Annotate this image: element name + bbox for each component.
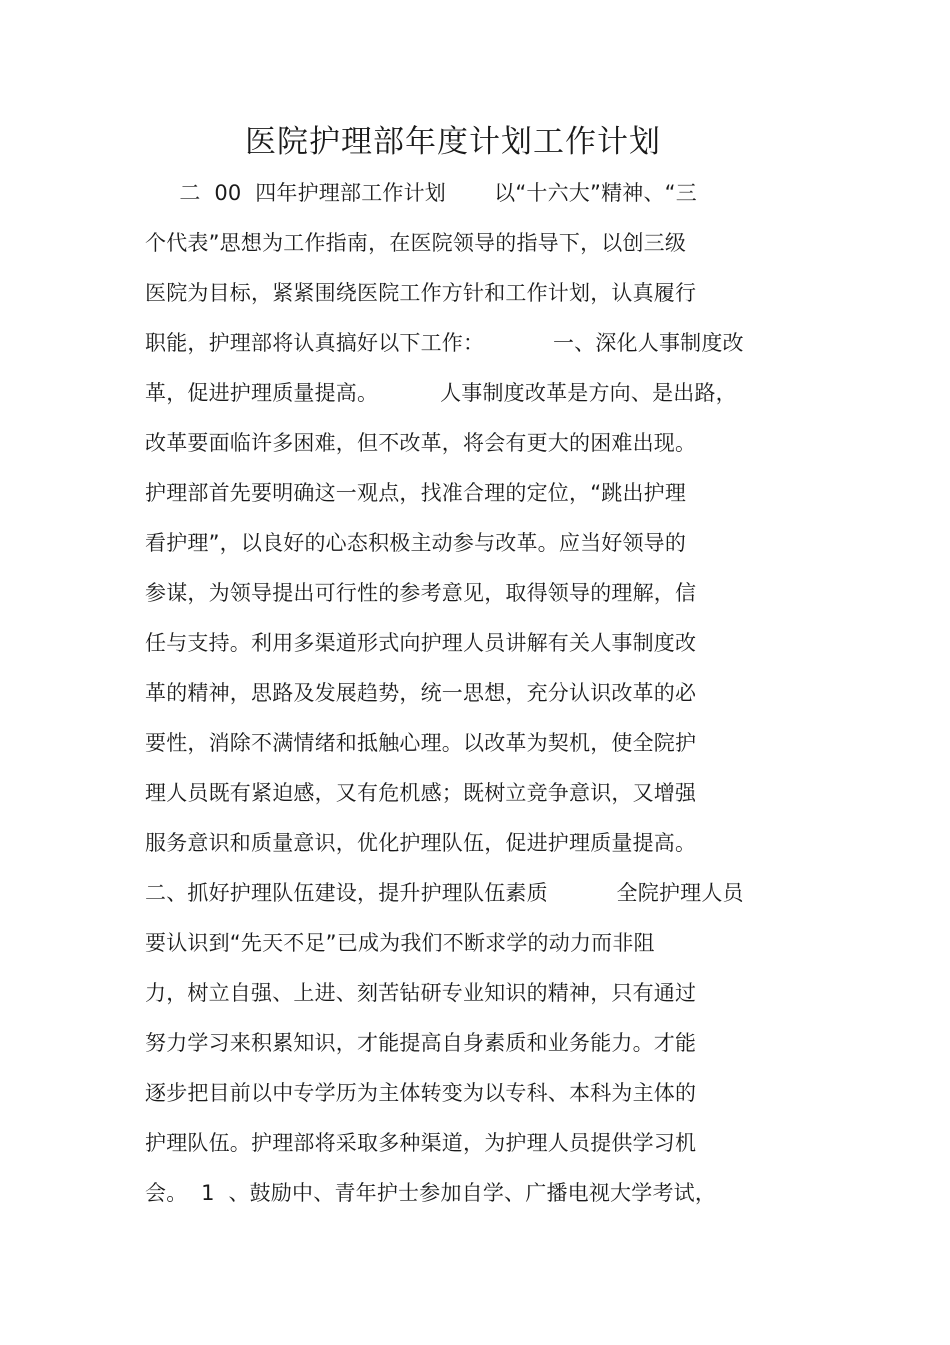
body-line: 会。 1 、鼓励中、青年护士参加自学、广播电视大学考试， — [145, 1181, 717, 1205]
document-body — [145, 168, 845, 1218]
body-line: 个代表”思想为工作指南，在医院领导的指导下，以创三级 — [145, 231, 687, 255]
body-line: 力，树立自强、上进、刻苦钻研专业知识的精神，只有通过 — [145, 981, 697, 1005]
body-line: 改革要面临许多困难，但不改革，将会有更大的困难出现。 — [145, 431, 697, 455]
body-line: 护理队伍。护理部将采取多种渠道，为护理人员提供学习机 — [145, 1131, 697, 1155]
body-line: 看护理”，以良好的心态积极主动参与改革。应当好领导的 — [145, 531, 687, 555]
body-line: 要性，消除不满情绪和抵触心理。以改革为契机，使全院护 — [145, 731, 697, 755]
body-line: 二、抓好护理队伍建设，提升护理队伍素质 全院护理人员 — [145, 881, 744, 905]
body-line: 理人员既有紧迫感，又有危机感；既树立竞争意识，又增强 — [145, 781, 697, 805]
body-line: 任与支持。利用多渠道形式向护理人员讲解有关人事制度改 — [145, 631, 697, 655]
document-title: 医院护理部年度计划工作计划 — [245, 124, 661, 160]
body-line: 革，促进护理质量提高。 人事制度改革是方向、是出路， — [145, 381, 737, 405]
body-line: 逐步把目前以中专学历为主体转变为以专科、本科为主体的 — [145, 1081, 697, 1105]
body-line: 服务意识和质量意识，优化护理队伍，促进护理质量提高。 — [145, 831, 697, 855]
body-line: 参谋，为领导提出可行性的参考意见，取得领导的理解，信 — [145, 581, 697, 605]
body-line: 要认识到“先天不足”已成为我们不断求学的动力而非阻 — [145, 931, 655, 955]
body-line: 医院为目标，紧紧围绕医院工作方针和工作计划，认真履行 — [145, 281, 697, 305]
body-line: 努力学习来积累知识，才能提高自身素质和业务能力。才能 — [145, 1031, 697, 1055]
body-line: 护理部首先要明确这一观点，找准合理的定位，“跳出护理 — [145, 481, 687, 505]
body-line: 革的精神，思路及发展趋势，统一思想，充分认识改革的必 — [145, 681, 697, 705]
body-line: 职能，护理部将认真搞好以下工作： 一、深化人事制度改 — [145, 331, 744, 355]
body-line: 二 00 四年护理部工作计划 以“十六大”精神、“三 — [145, 181, 697, 205]
